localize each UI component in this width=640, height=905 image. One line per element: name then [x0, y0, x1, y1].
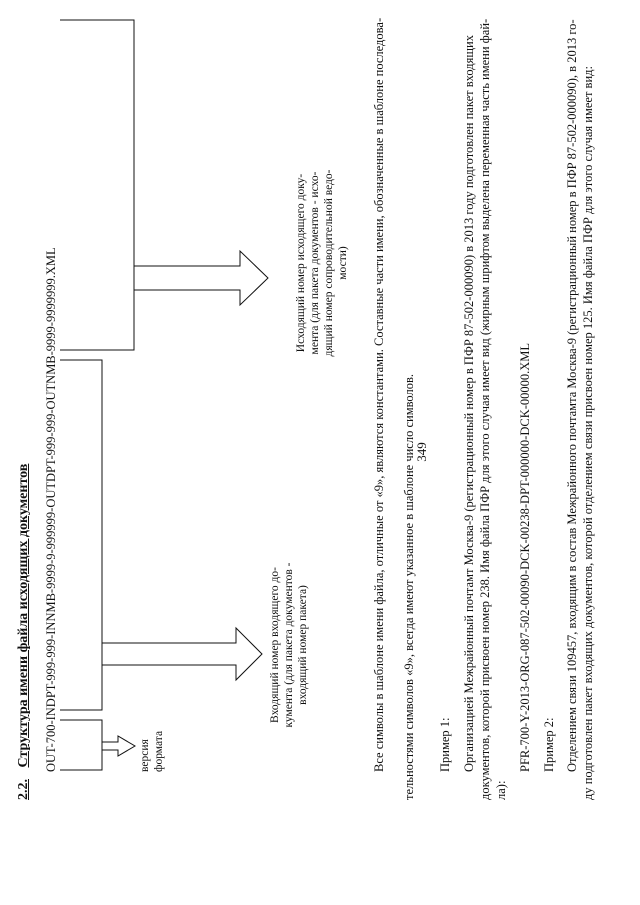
example1-filename: PFR-700-Y-2013-ORG-087-502-00090-DCK-00238-DPT-000000-DCK-00000.XML: [518, 342, 532, 772]
section-title: Структура имени файла исходящих документов: [16, 463, 31, 768]
incoming-label-line: Входящий номер входящего до-: [269, 567, 281, 723]
incoming-bracket: [60, 360, 102, 710]
page-number: 349: [414, 442, 429, 462]
example2-line: Отделением связи 109457, входящим в состав Межрайонного почтамта Москва-9 (регистрационный номер в ПФР 87-502-000090), в 2013 го-: [565, 19, 579, 772]
example1-line: Организацией Межрайонный почтамт Москва-9 (регистрационный номер в ПФР 87-502-000090) в 2013 году подготовлен пакет входящих: [462, 35, 476, 772]
paragraph-symbols-line: Все символы в шаблоне имени файла, отличные от «9», являются константами. Составные части имени, обозначенные в шаблоне последова-: [372, 17, 386, 772]
example1-title: Пример 1:: [438, 717, 452, 772]
incoming-label-line: кумента (для пакета документов -: [283, 562, 295, 728]
paragraph-symbols-line: тельностями символов «9», всегда имеют указанное в шаблоне число символов.: [402, 373, 416, 800]
section-number: 2.2.: [16, 779, 31, 800]
filename-template: OUT-700-INDPT-999-999-INNMB-9999-9-999999-OUTDPT-999-999-OUTNMB-9999-9999999.XML: [44, 247, 58, 772]
incoming-label-line: входящий номер пакета): [297, 585, 309, 705]
example1-line: документов, которой присвоен номер 238. Имя файла ПФР для этого случая имеет вид (жирным шрифтом выделена переменная часть имени фай-: [478, 18, 492, 800]
outgoing-number-label: [294, 158, 350, 368]
outgoing-arrow: [134, 251, 268, 305]
incoming-number-label: [268, 540, 310, 750]
rotated-page-content: [0, 10, 615, 890]
incoming-arrow: [102, 628, 262, 680]
version-label-line: версия: [139, 739, 151, 772]
outgoing-label-line: мости): [337, 246, 349, 280]
version-arrow: [102, 736, 135, 756]
version-bracket: [60, 720, 102, 770]
example2-line: ду подготовлен пакет входящих документов, которой отделением связи присвоен номер 125. Имя файла ПФР для этого случая имеет вид:: [581, 66, 595, 800]
outgoing-label-line: мента (для пакета документов - исхо-: [309, 171, 321, 355]
outgoing-label-line: Исходящий номер исходящего доку-: [295, 173, 307, 353]
version-label-line: формата: [153, 730, 165, 772]
outgoing-bracket: [60, 20, 134, 350]
outgoing-label-line: дящий номер сопроводительной ведо-: [323, 169, 335, 357]
version-label: [138, 712, 166, 772]
example2-title: Пример 2:: [542, 717, 556, 772]
example1-line: ла):: [494, 780, 508, 800]
